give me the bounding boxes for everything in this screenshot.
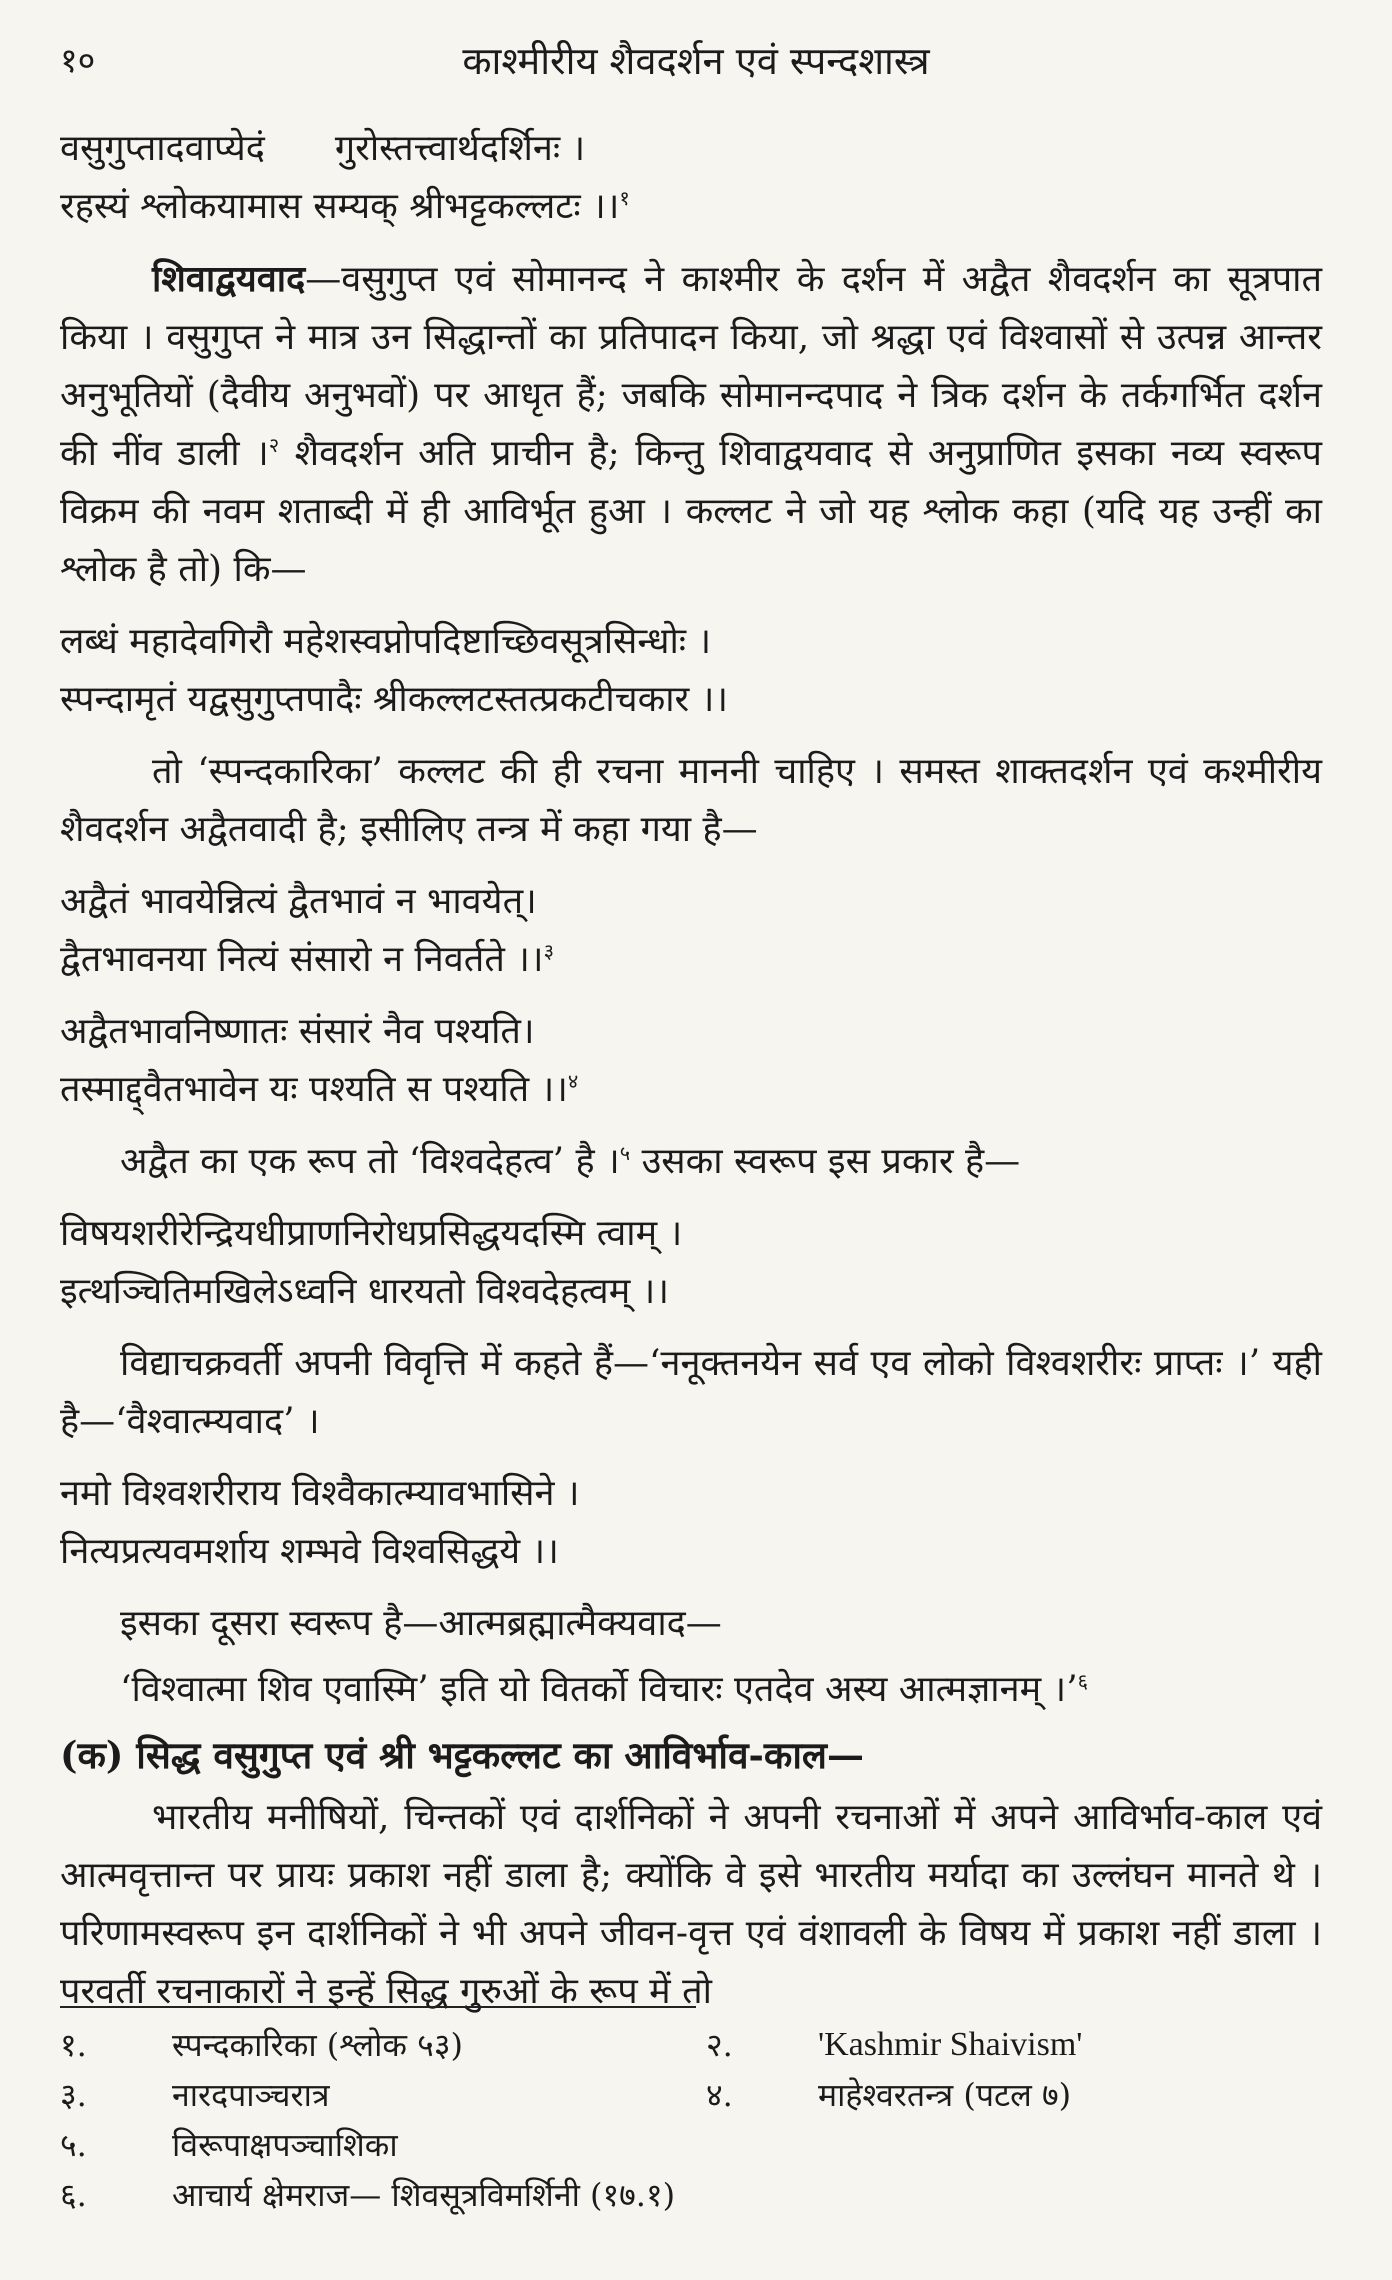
verse-block-4	[60, 1205, 1322, 1321]
verse-line: अद्वैतं भावयेन्नित्यं द्वैतभावं न भावयेत्।	[60, 881, 537, 922]
verse-line: लब्धं महादेवगिरौ महेशस्वप्नोपदिष्टाच्छिवसूत्रसिन्धोः ।	[60, 621, 712, 662]
paragraph-second-form	[60, 1595, 1322, 1653]
paragraph-text: इसका दूसरा स्वरूप है—आत्मब्रह्मात्मैक्यवाद—	[120, 1603, 722, 1644]
verse-text: गुरोस्तत्त्वार्थदर्शिनः ।	[334, 128, 586, 169]
footnote-ref: १	[619, 186, 630, 210]
footnote-row	[60, 2020, 1322, 2070]
verse-text: द्वैतभावनया नित्यं संसारो न निवर्तते ।।	[60, 939, 544, 980]
footnote-text: आचार्य क्षेमराज— शिवसूत्रविमर्शिनी (१७.१)	[172, 2176, 676, 2214]
verse-line: स्पन्दामृतं यद्वसुगुप्तपादैः श्रीकल्लटस्तत्प्रकटीचकार ।।	[60, 679, 729, 720]
running-title: काश्मीरीय शैवदर्शन एवं स्पन्दशास्त्र	[462, 39, 930, 83]
paragraph-text: भारतीय मनीषियों, चिन्तकों एवं दार्शनिकों ने अपनी रचनाओं में अपने आविर्भाव-काल एवं आत्मवृत्तान्त पर प्रायः प्रकाश नहीं डाला है; क्योंकि वे इसे भारतीय मर्यादा का उल्लंघन मानते थे । परिणामस्वरूप इन दार्शनिकों ने भी अपने जीवन-वृत्त एवं वंशावली के विषय में प्रकाश नहीं डाला । परवर्ती रचनाकारों ने इन्हें सिद्ध गुरुओं के रूप में तो	[60, 1797, 1322, 2012]
page-number: १०	[60, 41, 96, 81]
footnotes	[60, 2020, 1322, 2220]
page-header	[60, 36, 1332, 88]
footnote-ref: २	[268, 433, 280, 457]
verse-text: रहस्यं श्लोकयामास सम्यक् श्रीभट्टकल्लटः ।।	[60, 186, 620, 227]
paragraph-text: शैवदर्शन अति प्राचीन है; किन्तु शिवाद्वयवाद से अनुप्राणित इसका नव्य स्वरूप विक्रम की नवम शताब्दी में ही आविर्भूत हुआ । कल्लट ने जो यह श्लोक कहा (यदि यह उन्हीं का श्लोक है तो) कि—	[60, 433, 1322, 590]
footnote-number: ३.	[60, 2076, 87, 2114]
footnote-divider	[60, 2006, 696, 2008]
verse-block-3	[60, 873, 1322, 1119]
paragraph-text: विद्याचक्रवर्ती अपनी विवृत्ति में कहते हैं—‘ननूक्तनयेन सर्व एव लोको विश्वशरीरः प्राप्तः ।’ यही है—‘वैश्वात्म्यवाद’ ।	[60, 1343, 1322, 1442]
verse-line: नमो विश्वशरीराय विश्वैकात्म्यावभासिने ।	[60, 1473, 580, 1514]
footnote-row	[60, 2120, 1322, 2170]
footnote-text: 'Kashmir Shaivism'	[818, 2026, 1083, 2063]
paragraph-manishiyon	[60, 1789, 1322, 2021]
verse-line: अद्वैतभावनिष्णातः संसारं नैव पश्यति।	[60, 1011, 535, 1052]
verse-block-5	[60, 1465, 1322, 1581]
verse-line	[60, 931, 1322, 989]
verse-line	[60, 120, 1322, 178]
verse-text: तस्माद्द्वैतभावेन यः पश्यति स पश्यति ।।	[60, 1069, 568, 1110]
verse-line: विषयशरीरेन्द्रियधीप्राणनिरोधप्रसिद्धयदस्मि त्वाम् ।	[60, 1213, 683, 1254]
footnote-row	[60, 2070, 1322, 2120]
footnote-ref: ३	[543, 939, 554, 963]
verse-line: इत्थञ्चितिमखिलेऽध्वनि धारयतो विश्वदेहत्वम् ।।	[60, 1271, 669, 1312]
footnote-number: २.	[706, 2026, 733, 2064]
footnote-number: ५.	[60, 2126, 87, 2164]
footnote-text: स्पन्दकारिका (श्लोक ५३)	[172, 2026, 463, 2064]
page-body	[60, 120, 1322, 2021]
paragraph-text: तो ‘स्पन्दकारिका’ कल्लट की ही रचना माननी चाहिए । समस्त शाक्तदर्शन एवं कश्मीरीय शैवदर्शन अद्वैतवादी है; इसीलिए तन्त्र में कहा गया है—	[60, 751, 1322, 850]
bold-term: शिवाद्वयवाद	[152, 258, 306, 300]
paragraph-text: ‘विश्वात्मा शिव एवास्मि’ इति यो वितर्को विचारः एतदेव अस्य आत्मज्ञानम् ।’	[120, 1669, 1078, 1710]
verse-block-1	[60, 120, 1322, 236]
paragraph-quote	[60, 1661, 1322, 1719]
footnote-number: ६.	[60, 2176, 87, 2214]
footnote-ref: ४	[567, 1069, 579, 1093]
footnote-ref: ६	[1077, 1669, 1089, 1693]
paragraph-shivadvayavada	[60, 250, 1322, 599]
paragraph-text: अद्वैत का एक रूप तो ‘विश्वदेहत्व’ है ।	[120, 1141, 620, 1182]
footnote-text: विरूपाक्षपञ्चाशिका	[172, 2126, 398, 2164]
paragraph-text: उसका स्वरूप इस प्रकार है—	[630, 1141, 1021, 1182]
paragraph-vidyachakravarti	[60, 1335, 1322, 1451]
paragraph-text: —वसुगुप्त एवं सोमानन्द ने काश्मीर के दर्शन में अद्वैत शैवदर्शन का सूत्रपात किया । वसुगुप्त ने मात्र उन सिद्धान्तों का प्रतिपादन किया, जो श्रद्धा एवं विश्वासों से उत्पन्न आन्तर अनुभूतियों (दैवीय अनुभवों) पर आधृत हैं; जबकि सोमानन्दपाद ने त्रिक दर्शन के तर्कगर्भित दर्शन की नींव डाली ।	[60, 259, 1322, 474]
footnote-text: नारदपाञ्चरात्र	[172, 2076, 330, 2114]
verse-line: नित्यप्रत्यवमर्शाय शम्भवे विश्वसिद्धये ।।	[60, 1531, 559, 1572]
footnote-ref: ५	[619, 1141, 631, 1165]
verse-text: वसुगुप्तादवाप्येदं	[60, 128, 265, 169]
verse-block-2	[60, 613, 1322, 729]
paragraph-vishvadehatva	[60, 1133, 1322, 1191]
footnote-number: १.	[60, 2026, 87, 2064]
verse-line	[60, 1061, 1322, 1119]
footnote-row	[60, 2170, 1322, 2220]
section-heading: (क) सिद्ध वसुगुप्त एवं श्री भट्टकल्लट का आविर्भाव-काल—	[60, 1733, 864, 1777]
verse-line	[60, 178, 1322, 236]
footnote-number: ४.	[706, 2076, 733, 2114]
paragraph-spandakarika	[60, 743, 1322, 859]
footnote-text: माहेश्वरतन्त्र (पटल ७)	[818, 2076, 1072, 2114]
